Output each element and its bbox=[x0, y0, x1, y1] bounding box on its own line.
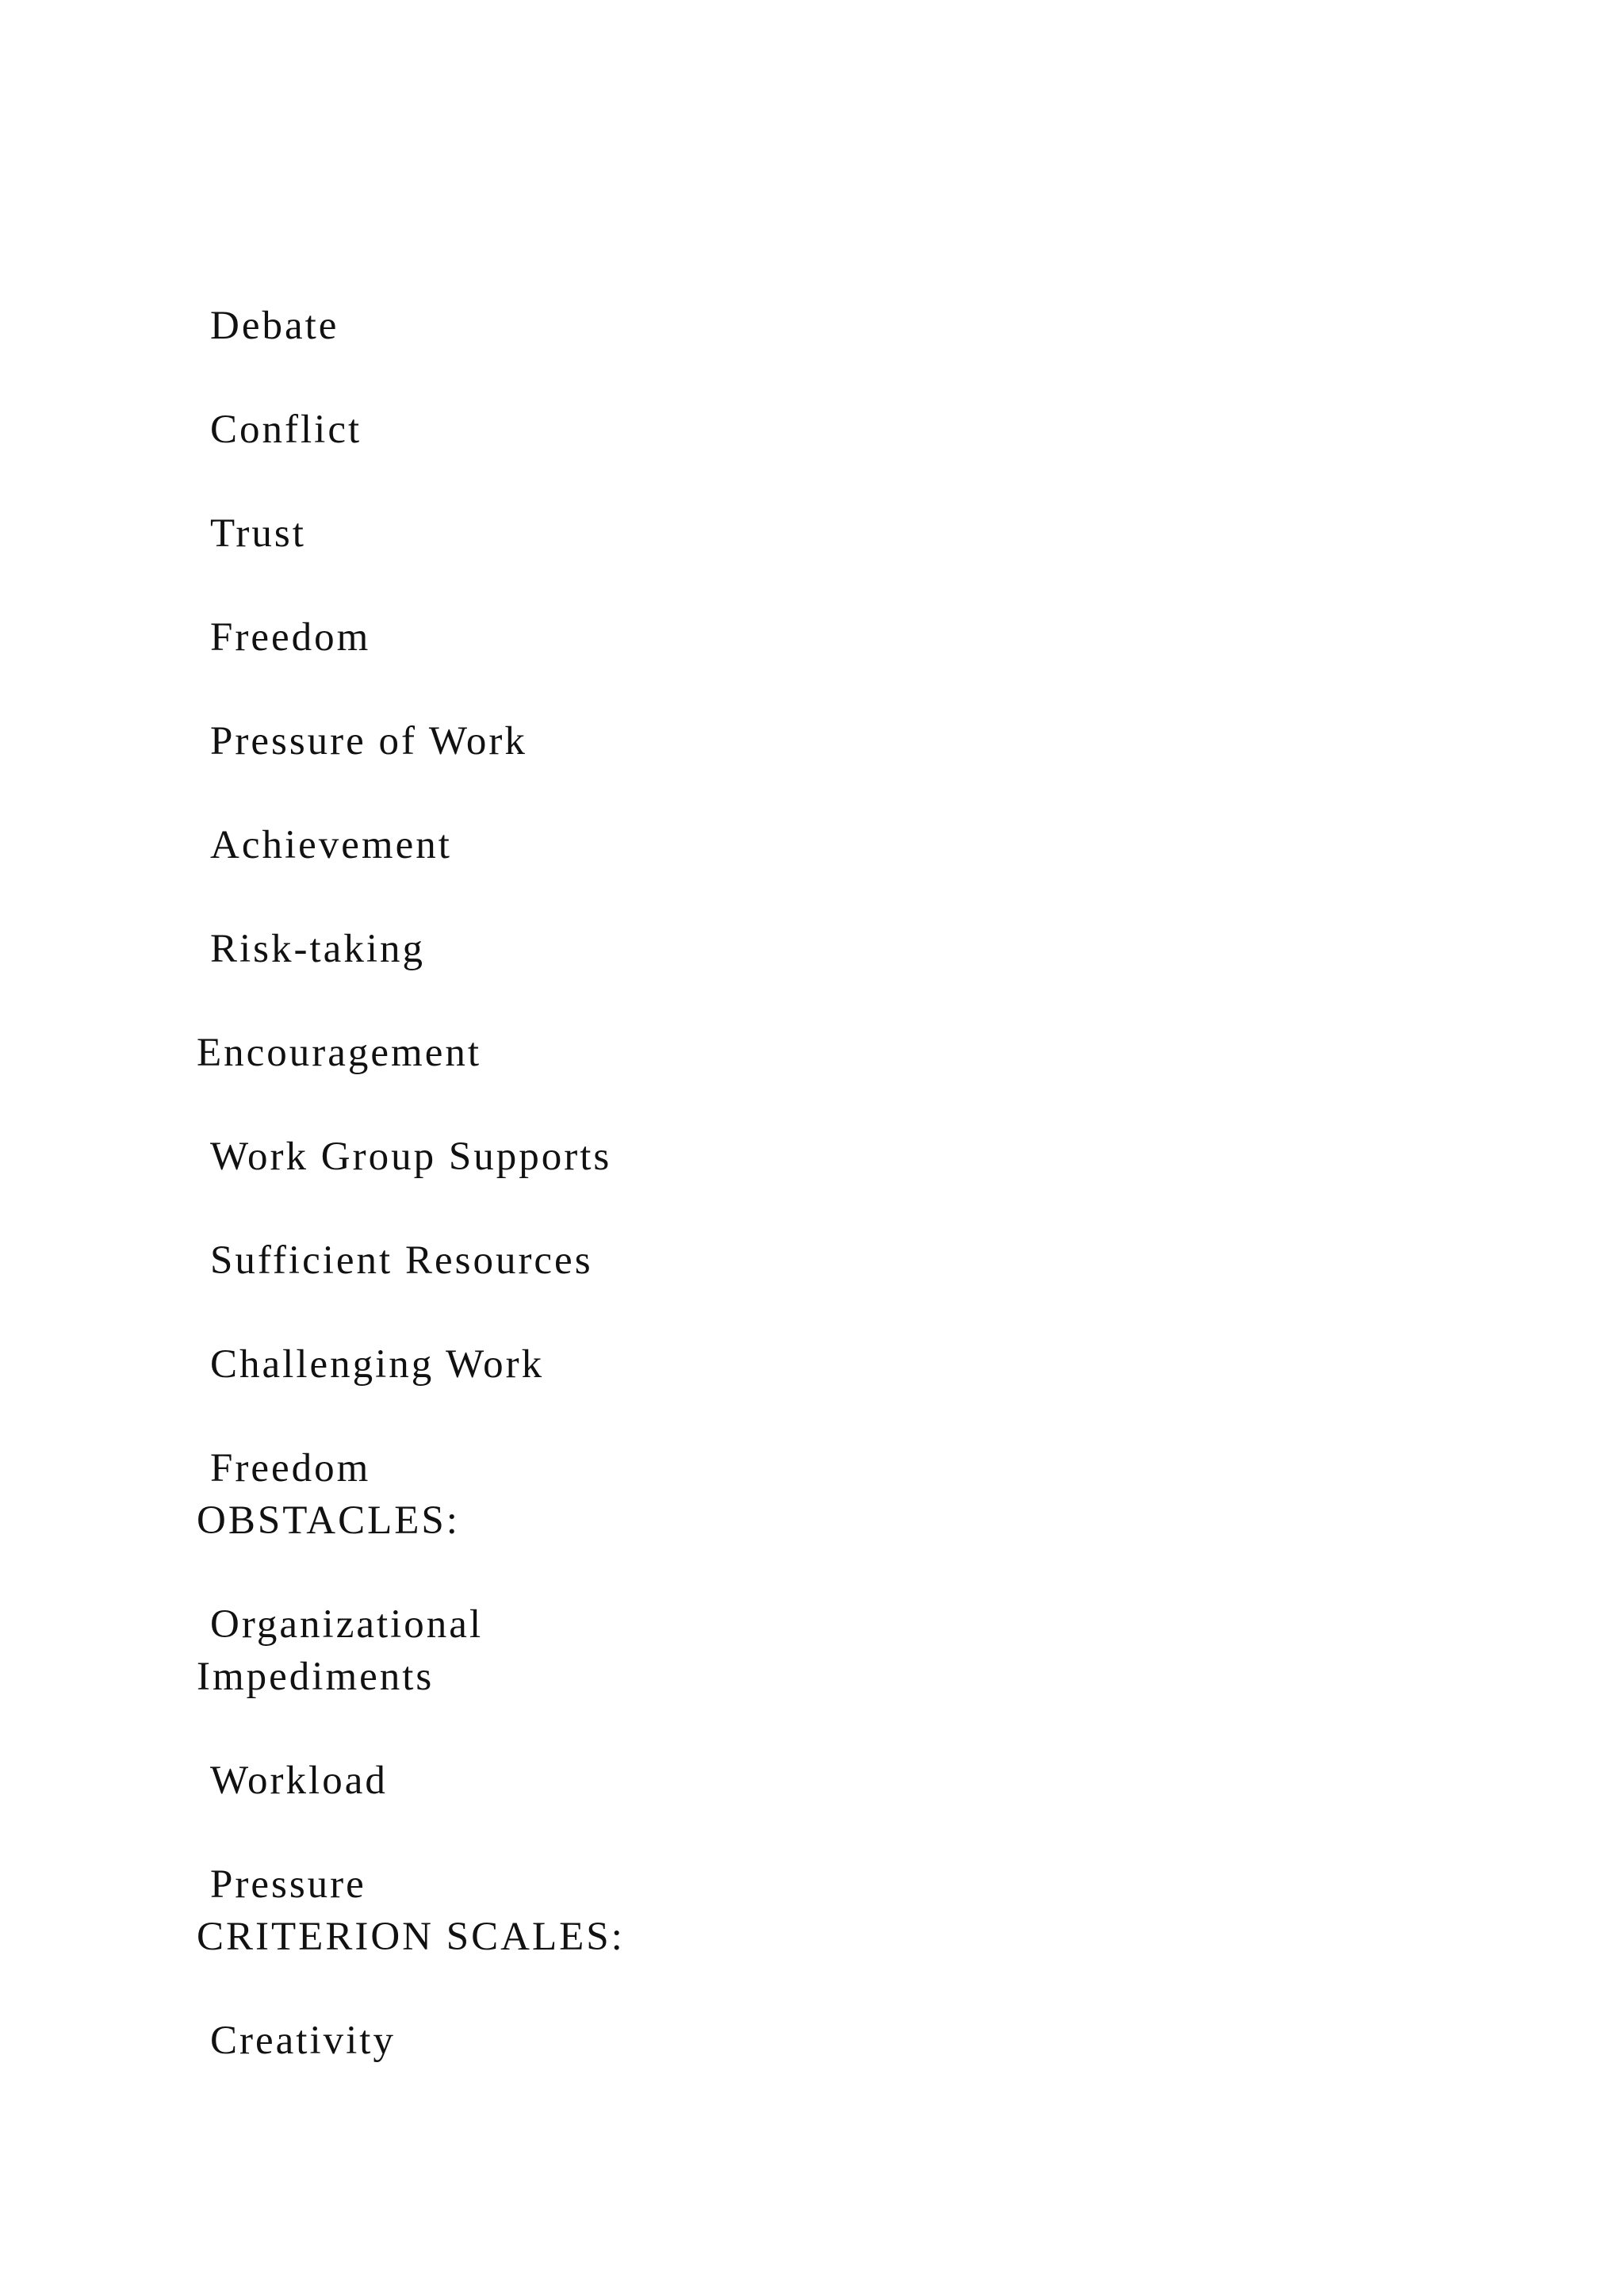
text-line-risk-taking: Risk-taking bbox=[210, 927, 425, 971]
text-line-impediments: Impediments bbox=[197, 1655, 435, 1699]
text-line-pressure-of-work: Pressure of Work bbox=[210, 719, 527, 763]
text-line-challenging-work: Challenging Work bbox=[210, 1342, 545, 1387]
text-line-debate: Debate bbox=[210, 304, 339, 348]
text-line-sufficient-resources: Sufficient Resources bbox=[210, 1238, 593, 1283]
text-line-pressure: Pressure bbox=[210, 1862, 366, 1907]
section-heading-obstacles: OBSTACLES: bbox=[197, 1498, 460, 1543]
text-line-conflict: Conflict bbox=[210, 408, 362, 452]
text-line-freedom: Freedom bbox=[210, 615, 371, 660]
text-line-trust: Trust bbox=[210, 511, 306, 556]
text-line-work-group-supports: Work Group Supports bbox=[210, 1135, 612, 1179]
text-line-freedom-2: Freedom bbox=[210, 1446, 371, 1490]
text-line-encouragement: Encouragement bbox=[197, 1031, 482, 1075]
text-line-organizational: Organizational bbox=[210, 1602, 484, 1647]
text-line-workload: Workload bbox=[210, 1758, 388, 1803]
text-line-achievement: Achievement bbox=[210, 823, 452, 867]
section-heading-criterion-scales: CRITERION SCALES: bbox=[197, 1915, 625, 1959]
text-line-creativity: Creativity bbox=[210, 2019, 396, 2063]
